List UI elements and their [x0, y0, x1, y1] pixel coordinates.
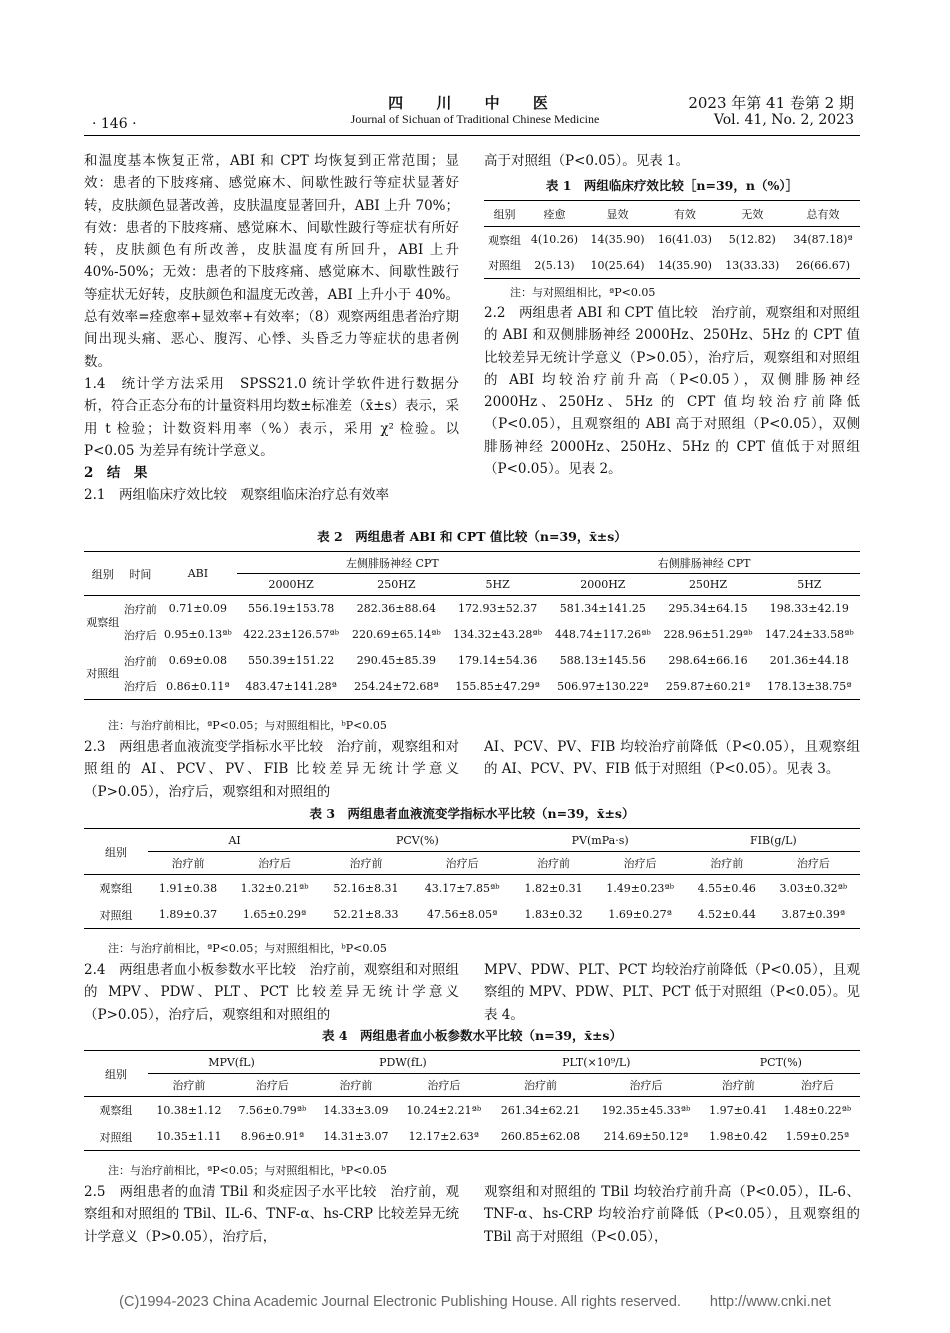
- table-cell: 26(66.67): [795, 258, 851, 272]
- table-cell: 1.89±0.37: [158, 908, 218, 922]
- table3-sub: 治疗后: [258, 857, 292, 870]
- table-cell: 47.56±8.05ª: [426, 908, 498, 922]
- table3-sub: 治疗后: [796, 857, 830, 870]
- table3-caption: 表 3 两组患者血液流变学指标水平比较（n=39，x̄±s）: [309, 806, 635, 821]
- table-cell: 581.34±141.25: [559, 602, 646, 616]
- paragraph: 和温度基本恢复正常，ABI 和 CPT 均恢复到正常范围；显效：患者的下肢疼痛、感觉麻木、间歇性跛行等症状显著好转，皮肤颜色显著改善，皮肤温度显著回升，ABI 上升 70%；有效：患者的下肢疼痛、感觉麻木、间歇性跛行等症状有所好转，皮肤颜色有所改善，皮肤温度有所回升，ABI 上升 40%-50%；无效：患者的下肢疼痛、感觉麻木、间歇性跛行等症状无好转，皮肤颜色和温度无改善，ABI 上升小于 40%。总有效率=痊愈率+显效率+有效率；（8）观察两组患者治疗期间出现头痛、恶心、腹泻、心悸、头昏乏力等症状的患者例数。: [84, 153, 459, 370]
- table3: [84, 828, 860, 929]
- table3-metric: AI: [148, 829, 321, 852]
- section-2-2: [484, 302, 860, 480]
- table-cell: 1.82±0.31: [524, 881, 583, 895]
- table-cell: 192.35±45.33ªᵇ: [601, 1103, 691, 1117]
- table1-header: 痊愈: [543, 207, 566, 221]
- table-cell: 0.86±0.11ª: [166, 679, 230, 693]
- table2-group: 观察组: [86, 615, 120, 629]
- table-cell: 12.17±2.63ª: [408, 1130, 480, 1144]
- table-cell: 14.31±3.07: [323, 1130, 389, 1144]
- table3-sub: 治疗前: [537, 857, 571, 870]
- table-cell: 282.36±88.64: [356, 602, 436, 616]
- right-column-top: [484, 150, 860, 172]
- table2-caption: 表 2 两组患者 ABI 和 CPT 值比较（n=39，x̄±s）: [317, 529, 627, 544]
- table4-caption: 表 4 两组患者血小板参数水平比较（n=39，x̄±s）: [322, 1028, 622, 1043]
- table2-time: 治疗前: [123, 654, 157, 668]
- table4-sub: 治疗后: [427, 1079, 461, 1092]
- table-cell: 16(41.03): [657, 233, 712, 247]
- table-row: [84, 622, 860, 648]
- table4-sub: 治疗前: [172, 1079, 206, 1092]
- table-cell: 1.48±0.22ªᵇ: [783, 1103, 852, 1117]
- table-cell: 52.21±8.33: [333, 908, 399, 922]
- table3-note: 注：与治疗前相比，ªP<0.05；与对照组相比，ᵇP<0.05: [108, 942, 387, 955]
- table-cell: 588.13±145.56: [559, 654, 646, 667]
- table4: [84, 1050, 860, 1151]
- table-cell: 34(87.18)ª: [793, 233, 853, 247]
- table-cell: 134.32±43.28ªᵇ: [453, 628, 543, 641]
- table-cell: 10(25.64): [590, 258, 645, 272]
- table-cell: 506.97±130.22ª: [557, 679, 649, 693]
- table1-header: 无效: [741, 207, 764, 221]
- table-row: [84, 875, 860, 902]
- table3-sub: 治疗前: [171, 857, 205, 870]
- table-cell: 1.69±0.27ª: [608, 908, 672, 922]
- paragraph: 观察组和对照组的 TBil 均较治疗前升高（P<0.05），IL-6、TNF-α、hs-CRP 均较治疗前降低（P<0.05），且观察组的 TBil 高于对照组（P<0.05），: [484, 1184, 860, 1245]
- paragraph: AI、PCV、PV、FIB 均较治疗前降低（P<0.05），且观察组的 AI、PCV、PV、FIB 低于对照组（P<0.05）。见表 3。: [484, 739, 860, 778]
- table-cell: 448.74±117.26ªᵇ: [554, 628, 651, 641]
- table2-freq: 250HZ: [377, 578, 416, 591]
- table-cell: 2(5.13): [534, 258, 575, 272]
- section-2-3-left: [84, 736, 459, 803]
- table4-metric: PLT(×10⁹/L): [491, 1051, 702, 1074]
- table1-header: 组别: [493, 207, 516, 221]
- table-cell: 261.34±62.21: [500, 1103, 581, 1117]
- table-cell: 8.96±0.91ª: [240, 1130, 305, 1144]
- table-cell: 422.23±126.57ªᵇ: [243, 628, 340, 641]
- table-cell: 0.95±0.13ªᵇ: [163, 628, 232, 641]
- table-cell: 259.87±60.21ª: [665, 679, 751, 693]
- paragraph: MPV、PDW、PLT、PCT 均较治疗前降低（P<0.05），且观察组的 MPV、PDW、PLT、PCT 低于对照组（P<0.05）。见表 4。: [484, 962, 860, 1023]
- table-cell: 1.59±0.25ª: [785, 1130, 850, 1144]
- table-cell: 4.55±0.46: [697, 881, 756, 895]
- table4-sub: 治疗后: [629, 1079, 663, 1092]
- section-2-4-right: [484, 959, 860, 1026]
- table2-time: 治疗后: [123, 680, 157, 694]
- table1-caption: 表 1 两组临床疗效比较［n=39，n（%）］: [545, 178, 799, 193]
- table-row: [84, 648, 860, 674]
- table-cell: 52.16±8.31: [333, 881, 399, 895]
- issue-cn: 2023 年第 41 卷第 2 期: [688, 94, 854, 112]
- table-cell: 178.13±38.75ª: [767, 679, 852, 693]
- table-row: [484, 253, 860, 279]
- table1: [484, 200, 860, 279]
- table2-note: 注：与治疗前相比，ªP<0.05；与对照组相比，ᵇP<0.05: [108, 719, 387, 732]
- table2-time: 治疗前: [123, 602, 157, 616]
- table4-sub: 治疗前: [524, 1079, 557, 1092]
- table3-metric: FIB(g/L): [687, 829, 860, 852]
- table-cell: 10.35±1.11: [156, 1130, 222, 1144]
- table2-header-group: 组别: [84, 552, 122, 596]
- table-cell: 43.17±7.85ªᵇ: [424, 881, 500, 895]
- table2-header-abi: ABI: [159, 552, 236, 596]
- table-cell: 556.19±153.78: [248, 602, 335, 616]
- table-cell: 1.98±0.42: [709, 1130, 768, 1144]
- table-cell: 13(33.33): [725, 258, 780, 272]
- table-cell: 298.64±66.16: [668, 654, 748, 667]
- paragraph: 2.3 两组患者血液流变学指标水平比较 治疗前，观察组和对照组的 AI、PCV、PV、FIB 比较差异无统计学意义（P>0.05），治疗后，观察组和对照组的: [84, 739, 459, 800]
- table-cell: 198.33±42.19: [769, 602, 849, 616]
- table2-freq: 250HZ: [688, 578, 728, 591]
- table-row: [84, 674, 860, 700]
- paragraph: 2.5 两组患者的血清 TBil 和炎症因子水平比较 治疗前，观察组和对照组的 TBil、IL-6、TNF-α、hs-CRP 比较差异无统计学意义（P>0.05），治疗后，: [84, 1184, 459, 1245]
- table-cell: 1.91±0.38: [158, 881, 218, 895]
- table-cell: 10.38±1.12: [156, 1103, 222, 1117]
- table2: [84, 551, 860, 700]
- table4-header-group: 组别: [84, 1051, 148, 1097]
- table-row: [84, 1124, 860, 1151]
- table-cell: 155.85±47.29ª: [455, 679, 540, 693]
- table2-header-right: 右侧腓肠神经 CPT: [548, 552, 860, 574]
- table-cell: 14(35.90): [590, 233, 645, 247]
- table-cell: 172.93±52.37: [458, 602, 538, 616]
- table4-metric: PCT(%): [702, 1051, 860, 1074]
- copyright-footer: (C)1994-2023 China Academic Journal Electronic Publishing House. All rights reserved. http://www.cnki.net: [119, 1294, 831, 1310]
- table-cell: 10.24±2.21ªᵇ: [406, 1103, 482, 1117]
- table3-sub: 治疗后: [623, 857, 657, 870]
- table3-sub: 治疗前: [710, 857, 744, 870]
- table3-metric: PCV(%): [321, 829, 513, 852]
- paragraph: 2.2 两组患者 ABI 和 CPT 值比较 治疗前，观察组和对照组的 ABI 和双侧腓肠神经 2000Hz、250Hz、5Hz 的 CPT 值比较差异无统计学意义（P>0.05），治疗后，观察组和对照组的 ABI 均较治疗前升高（P<0.05），双侧腓肠神经 2000Hz、250Hz、5Hz 的 CPT 值均较治疗前降低（P<0.05），且观察组的 ABI 高于对照组（P<0.05），双侧腓肠神经 2000Hz、250Hz、5Hz 的 CPT 值低于对照组（P<0.05）。见表 2。: [484, 305, 860, 478]
- table1-note: 注：与对照组相比，ªP<0.05: [510, 286, 656, 299]
- table2-freq: 2000HZ: [580, 578, 626, 591]
- table-cell: 7.56±0.79ªᵇ: [238, 1103, 307, 1117]
- table-cell: 对照组: [99, 908, 133, 922]
- table-cell: 1.65±0.29ª: [242, 908, 307, 922]
- page-number: · 146 ·: [92, 116, 137, 132]
- journal-title-en: Journal of Sichuan of Traditional Chinese Medicine: [350, 112, 600, 126]
- table1-header: 总有效: [806, 207, 840, 221]
- table-cell: 对照组: [488, 259, 522, 273]
- table-row: [84, 596, 860, 622]
- table-cell: 5(12.82): [728, 233, 776, 247]
- table3-sub: 治疗后: [445, 857, 479, 870]
- table2-freq: 5HZ: [797, 578, 822, 591]
- section-2-5-right: [484, 1181, 860, 1248]
- table-cell: 3.03±0.32ªᵇ: [779, 881, 848, 895]
- table3-header-group: 组别: [84, 829, 148, 875]
- table4-sub: 治疗前: [721, 1079, 755, 1092]
- table-cell: 214.69±50.12ª: [603, 1130, 689, 1144]
- table3-sub: 治疗前: [349, 857, 383, 870]
- table2-freq: 5HZ: [485, 578, 510, 591]
- table-cell: 228.96±51.29ªᵇ: [663, 628, 753, 641]
- table2-header-time: 时间: [122, 552, 160, 596]
- table-cell: 0.71±0.09: [168, 602, 227, 616]
- table-row: [84, 1097, 860, 1124]
- table4-sub: 治疗后: [800, 1079, 834, 1092]
- header-rule: [84, 135, 860, 136]
- table4-sub: 治疗后: [255, 1079, 289, 1092]
- table-cell: 290.45±85.39: [356, 654, 436, 667]
- table2-time: 治疗后: [123, 628, 157, 642]
- table-cell: 3.87±0.39ª: [781, 908, 846, 922]
- table-cell: 179.14±54.36: [458, 654, 538, 667]
- table-cell: 201.36±44.18: [769, 654, 849, 667]
- section-2-5-left: [84, 1181, 459, 1248]
- paragraph: 1.4 统计学方法采用 SPSS21.0 统计学软件进行数据分析，符合正态分布的计量资料用均数±标准差（x̄±s）表示，采用 t 检验；计数资料用率（%）表示，采用 χ² 检验。以 P<0.05 为差异有统计学意义。: [84, 375, 459, 459]
- table2-group: 对照组: [84, 648, 122, 700]
- table-cell: 14(35.90): [657, 258, 712, 272]
- table-cell: 550.39±151.22: [248, 654, 335, 667]
- table-row: [84, 902, 860, 929]
- section-2-3-right: [484, 736, 860, 781]
- table-cell: 对照组: [99, 1130, 133, 1144]
- section-2-4-left: [84, 959, 459, 1026]
- table-cell: 观察组: [99, 882, 133, 896]
- table4-sub: 治疗前: [339, 1079, 373, 1092]
- table2-freq: 2000HZ: [268, 578, 314, 591]
- table-cell: 14.33±3.09: [323, 1103, 389, 1117]
- table2-header-left: 左侧腓肠神经 CPT: [237, 552, 549, 574]
- table-cell: 1.49±0.23ªᵇ: [606, 881, 675, 895]
- table-cell: 4(10.26): [530, 233, 578, 247]
- table4-note: 注：与治疗前相比，ªP<0.05；与对照组相比，ᵇP<0.05: [108, 1164, 387, 1177]
- table-cell: 1.32±0.21ªᵇ: [240, 881, 309, 895]
- table-cell: 4.52±0.44: [697, 908, 756, 922]
- table-cell: 1.83±0.32: [524, 908, 583, 922]
- table1-header: 有效: [673, 207, 696, 221]
- table-cell: 观察组: [99, 1104, 133, 1118]
- section-heading: 2 结 果: [84, 465, 148, 482]
- table-cell: 220.69±65.14ªᵇ: [351, 628, 441, 641]
- table-cell: 1.97±0.41: [709, 1103, 768, 1117]
- table-cell: 260.85±62.08: [500, 1130, 581, 1144]
- table-row: [484, 227, 860, 253]
- table-cell: 483.47±141.28ª: [245, 679, 337, 693]
- left-column-top: [84, 150, 459, 507]
- table3-metric: PV(mPa·s): [514, 829, 687, 852]
- table4-metric: MPV(fL): [148, 1051, 315, 1074]
- paragraph: 2.4 两组患者血小板参数水平比较 治疗前，观察组和对照组的 MPV、PDW、PLT、PCT 比较差异无统计学意义（P>0.05），治疗后，观察组和对照组的: [84, 962, 459, 1023]
- table-cell: 147.24±33.58ªᵇ: [764, 628, 854, 641]
- table1-header: 显效: [606, 207, 629, 221]
- table-cell: 295.34±64.15: [668, 602, 748, 616]
- paragraph: 高于对照组（P<0.05）。见表 1。: [484, 153, 690, 169]
- table-cell: 观察组: [488, 233, 522, 247]
- journal-title-cn: 四 川 中 医: [388, 94, 562, 112]
- table-cell: 254.24±72.68ª: [354, 679, 439, 693]
- issue-en: Vol. 41, No. 2, 2023: [713, 112, 854, 128]
- table4-metric: PDW(fL): [315, 1051, 491, 1074]
- table-cell: 0.69±0.08: [168, 654, 227, 667]
- paragraph: 2.1 两组临床疗效比较 观察组临床治疗总有效率: [84, 487, 389, 504]
